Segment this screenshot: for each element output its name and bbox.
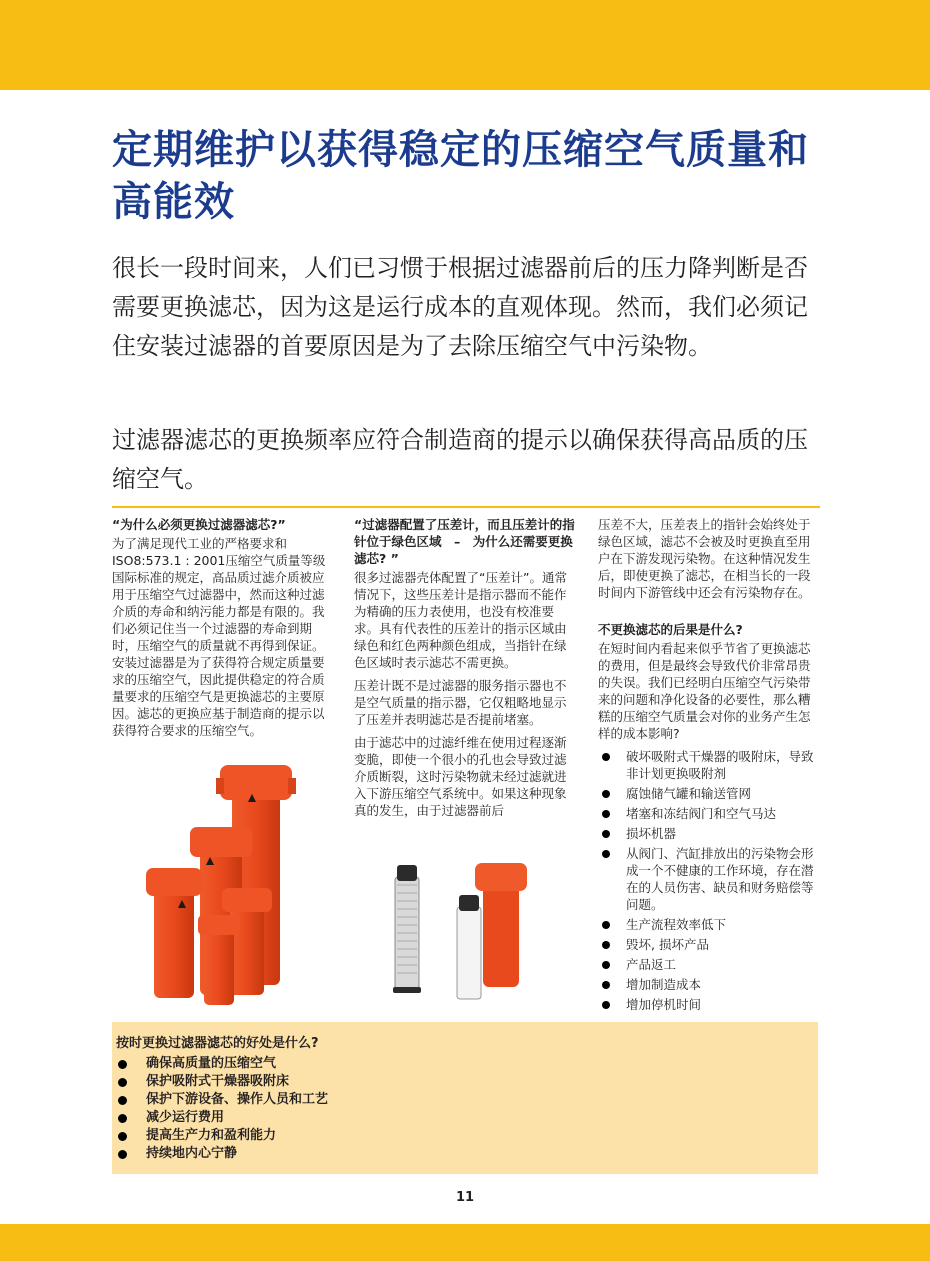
list-item: 减少运行费用 — [116, 1109, 328, 1127]
bottom-color-band — [0, 1224, 930, 1261]
list-item: 损坏机器 — [598, 825, 822, 842]
list-item: 生产流程效率低下 — [598, 916, 822, 933]
column-1 — [112, 516, 334, 745]
bullet-icon — [118, 1096, 127, 1105]
bullet-icon — [118, 1114, 127, 1123]
bullet-icon — [602, 941, 610, 949]
list-item: 持续地内心宁静 — [116, 1145, 328, 1163]
bullet-icon — [602, 830, 610, 838]
bullet-icon — [602, 753, 610, 761]
col2-paragraph-2: 压差计既不是过滤器的服务指示器也不是空气质量的指示器，它仅粗略地显示了压差并表明滤芯是否提前堵塞。 — [354, 678, 567, 727]
intro-paragraph-1: 很长一段时间来，人们已习惯于根据过滤器前后的压力降判断是否需要更换滤芯，因为这是运行成本的直观体现。然而，我们必须记住安装过滤器的首要原因是为了去除压缩空气中污染物。 — [112, 254, 808, 360]
column-3 — [598, 516, 822, 1016]
column-2 — [354, 516, 576, 825]
list-item: 产品返工 — [598, 956, 822, 973]
list-item: 堵塞和冻结阀门和空气马达 — [598, 805, 822, 822]
benefits-list — [116, 1055, 328, 1163]
list-item: 保护下游设备、操作人员和工艺 — [116, 1091, 328, 1109]
benefits-box — [112, 1022, 818, 1174]
filter-elements-image — [385, 855, 530, 1005]
col3-paragraph-2: 在短时间内看起来似乎节省了更换滤芯的费用，但是最终会导致代价非常昂贵的失误。我们已经明白压缩空气污染带来的问题和净化设备的必要性，那么糟糕的压缩空气质量会对你的业务产生怎样的成本影响? — [598, 641, 811, 741]
bullet-icon — [602, 790, 610, 798]
bullet-icon — [602, 810, 610, 818]
benefits-heading: 按时更换过滤器滤芯的好处是什么? — [116, 1036, 319, 1051]
list-item: 提高生产力和盈利能力 — [116, 1127, 328, 1145]
top-color-band — [0, 0, 930, 90]
bullet-icon — [602, 961, 610, 969]
consequences-list — [598, 748, 822, 1013]
list-item: 保护吸附式干燥器吸附床 — [116, 1073, 328, 1091]
page-number: 11 — [455, 1190, 475, 1205]
bullet-icon — [118, 1150, 127, 1159]
bullet-icon — [118, 1078, 127, 1087]
page-title: 定期维护以获得稳定的压缩空气质量和高能效 — [112, 127, 809, 225]
bullet-icon — [602, 1001, 610, 1009]
filter-housings-image — [140, 760, 300, 1010]
col1-heading: “为什么必须更换过滤器滤芯?” — [112, 517, 286, 532]
intro-paragraph-2: 过滤器滤芯的更换频率应符合制造商的提示以确保获得高品质的压缩空气。 — [112, 426, 808, 493]
col1-body: 为了满足现代工业的严格要求和ISO8:573.1 : 2001压缩空气质量等级国际标准的规定，高品质过滤介质被应用于压缩空气过滤器中，然而这种过滤介质的寿命和纳污能力都是有限的。我们必须记住当一个过滤器的寿命到期时，压缩空气的质量就不再得到保证。安装过滤器是为了获得符合规定质量要求的压缩空气，因此提供稳定的符合质量要求的压缩空气是更换滤芯的主要原因。滤芯的更换应基于制造商的提示以获得符合要求的压缩空气。 — [112, 536, 326, 738]
col2-paragraph-3: 由于滤芯中的过滤纤维在使用过程逐渐变脆，即使一个很小的孔也会导致过滤介质断裂，这时污染物就未经过滤就进入下游压缩空气系统中。如果这种现象真的发生，由于过滤器前后 — [354, 735, 567, 818]
col2-heading: “过滤器配置了压差计，而且压差计的指针位于绿色区域 – 为什么还需要更换滤芯? ” — [354, 517, 575, 566]
bullet-icon — [602, 981, 610, 989]
list-item: 破坏吸附式干燥器的吸附床，导致非计划更换吸附剂 — [598, 748, 822, 782]
list-item: 增加制造成本 — [598, 976, 822, 993]
list-item: 毁坏, 损坏产品 — [598, 936, 822, 953]
bullet-icon — [118, 1132, 127, 1141]
bullet-icon — [602, 850, 610, 858]
bullet-icon — [602, 921, 610, 929]
list-item: 增加停机时间 — [598, 996, 822, 1013]
bullet-icon — [118, 1060, 127, 1069]
list-item: 腐蚀储气罐和输送管网 — [598, 785, 822, 802]
section-divider — [112, 506, 820, 508]
list-item: 确保高质量的压缩空气 — [116, 1055, 328, 1073]
col2-paragraph-1: 很多过滤器壳体配置了“压差计”。通常情况下，这些压差计是指示器而不能作为精确的压力表使用，也没有校准要求。具有代表性的压差计的指示区域由绿色和红色两种颜色组成，当指针在绿色区域时表示滤芯不需更换。 — [354, 570, 567, 670]
col3-heading: 不更换滤芯的后果是什么? — [598, 622, 743, 637]
col3-paragraph-1: 压差不大，压差表上的指针会始终处于绿色区域，滤芯不会被及时更换直至用户在下游发现污染物。在这种情况发生后，即使更换了滤芯，在相当长的一段时间内下游管线中还会有污染物存在。 — [598, 517, 811, 600]
list-item: 从阀门、汽缸排放出的污染物会形成一个不健康的工作环境，存在潜在的人员伤害、缺员和财务赔偿等问题。 — [598, 845, 822, 913]
